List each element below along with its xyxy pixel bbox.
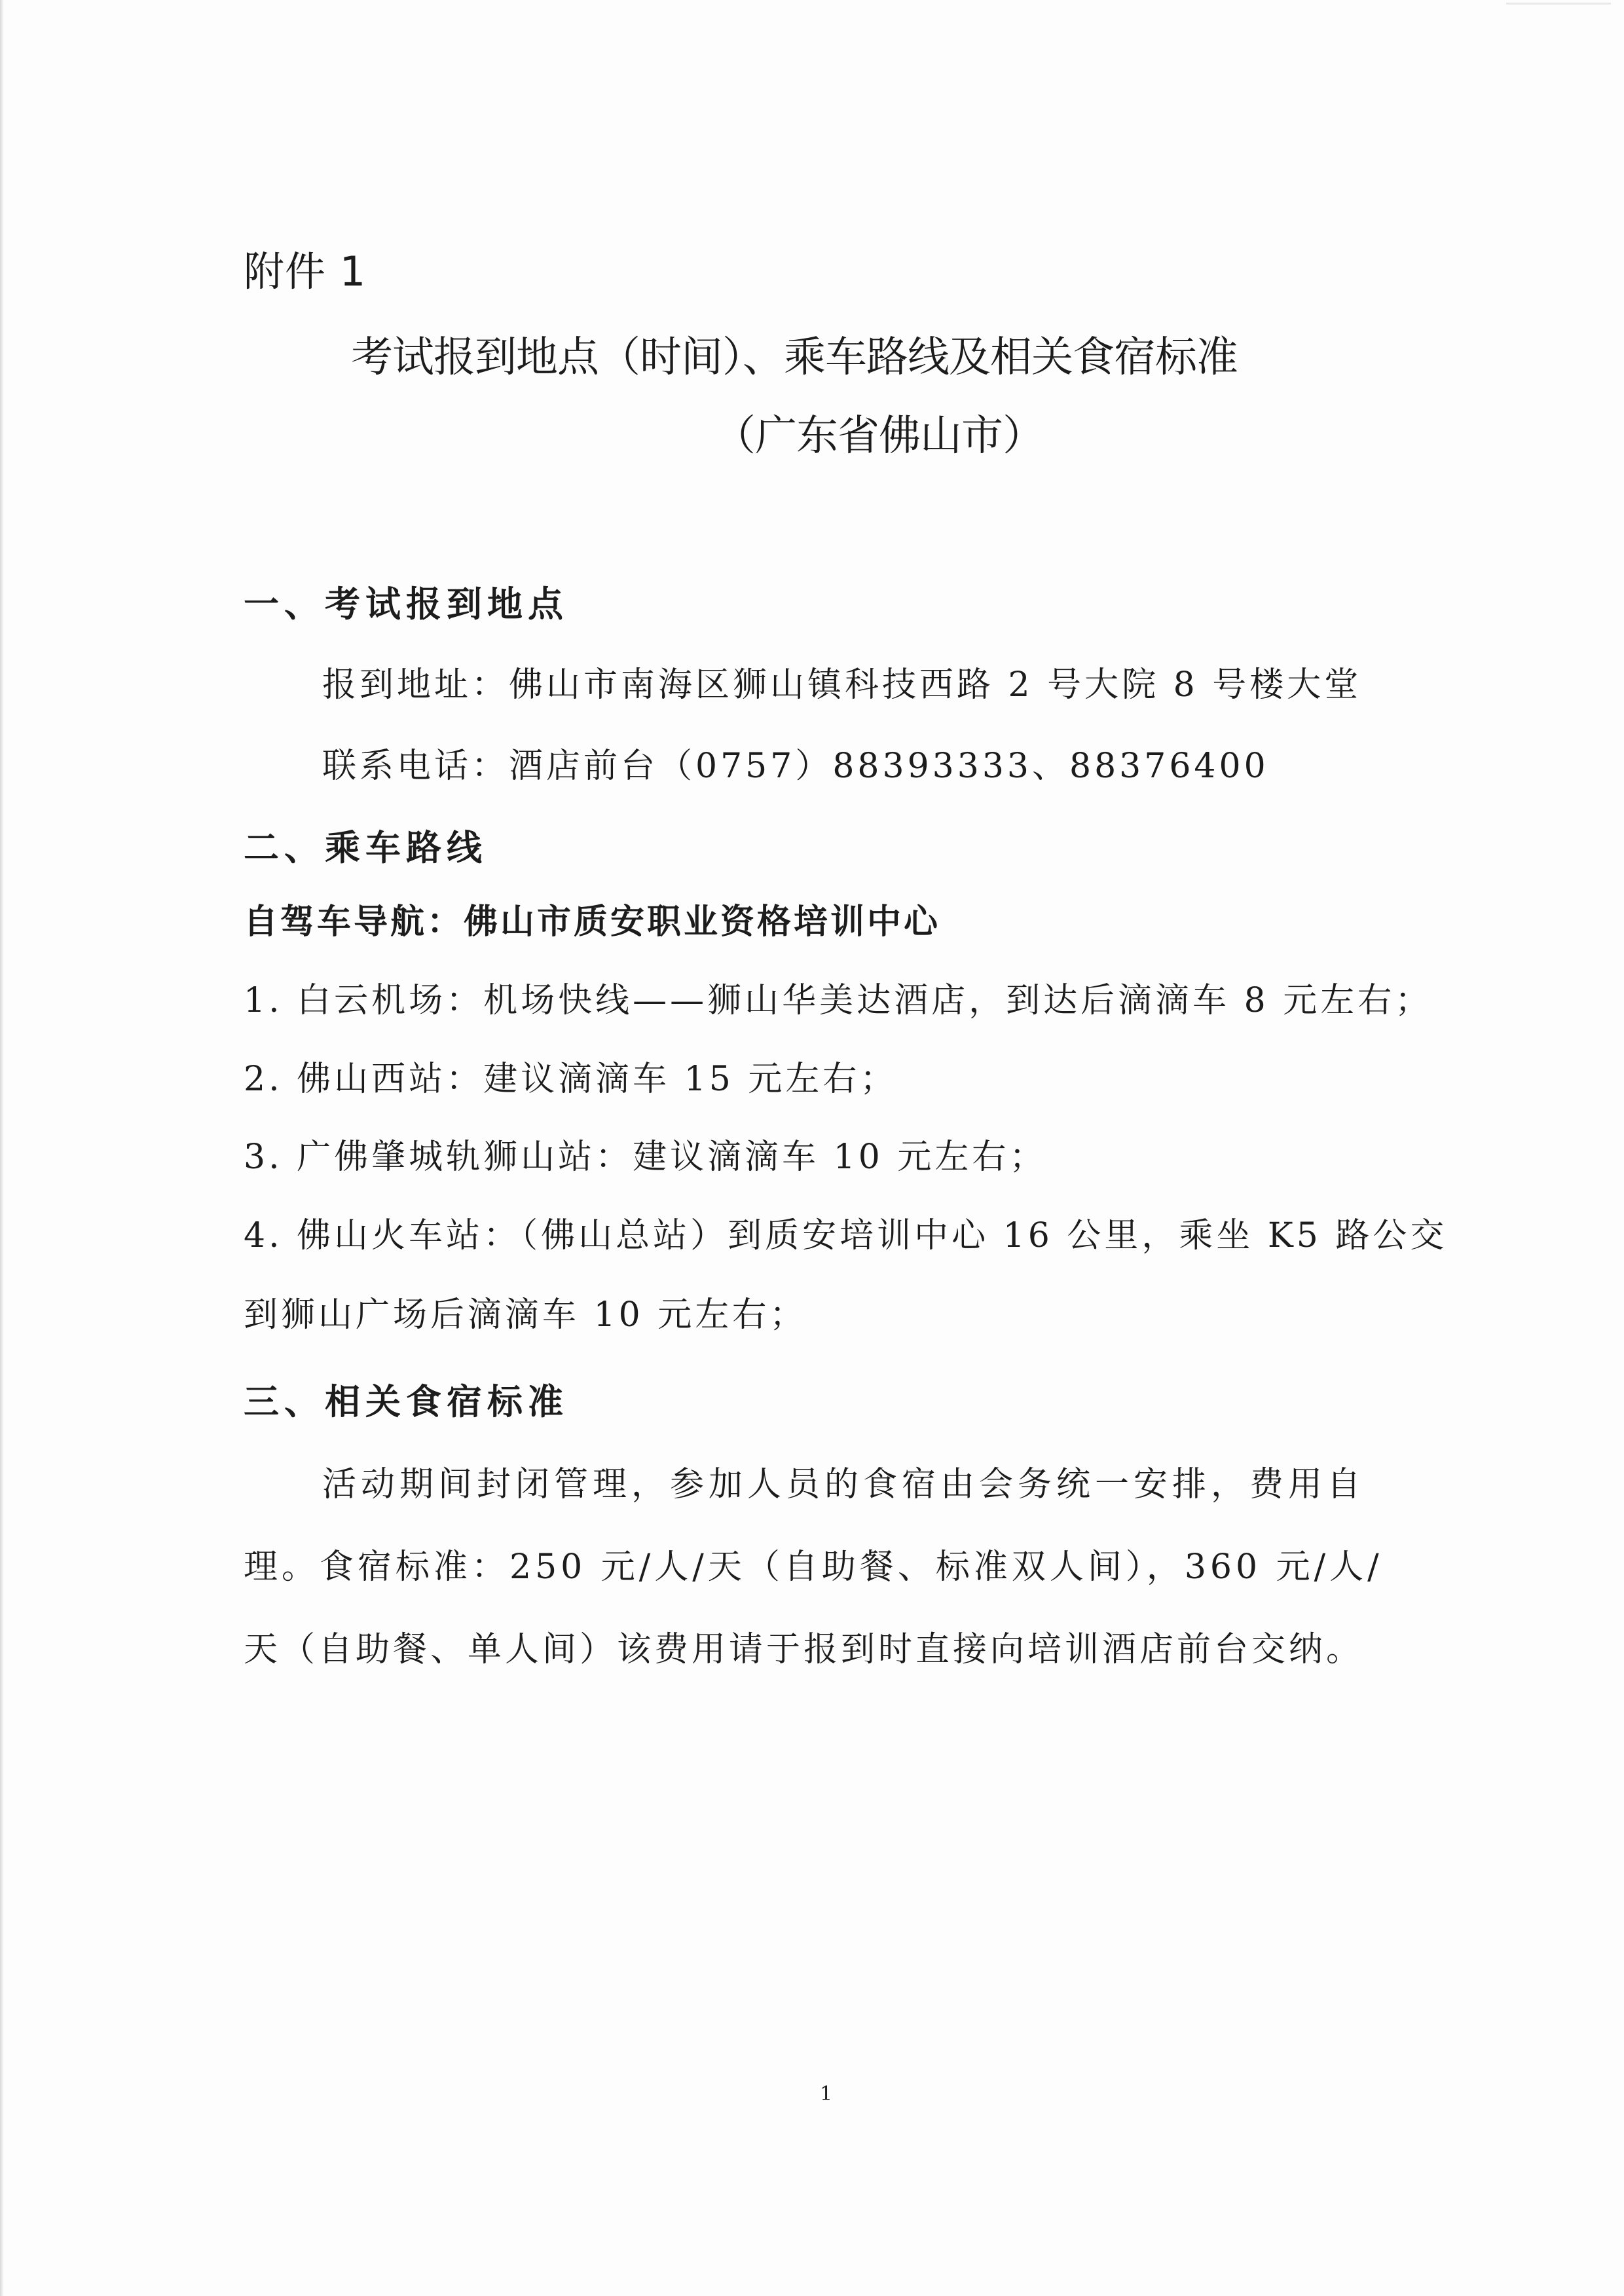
page-number: 1: [820, 2083, 833, 2105]
route-item-continued: 到狮山广场后滴滴车 10 元左右；: [244, 1295, 807, 1335]
contact-phone: 联系电话：酒店前台（0757）88393333、88376400: [322, 747, 1269, 786]
document-title-line1: 考试报到地点（时间）、乘车路线及相关食宿标准: [351, 333, 1238, 382]
route-item: 3. 广佛肇城轨狮山站：建议滴滴车 10 元左右；: [244, 1138, 1047, 1177]
document-title-line2: （广东省佛山市）: [714, 412, 1044, 460]
report-address: 报到地址：佛山市南海区狮山镇科技西路 2 号大院 8 号楼大堂: [322, 665, 1362, 705]
section3-heading: 三、相关食宿标准: [244, 1380, 568, 1422]
section2-heading: 二、乘车路线: [244, 826, 487, 868]
route-item: 4. 佛山火车站：（佛山总站）到质安培训中心 16 公里，乘坐 K5 路公交: [244, 1216, 1448, 1255]
route-item: 2. 佛山西站：建议滴滴车 15 元左右；: [244, 1060, 898, 1099]
navigation-destination: 自驾车导航：佛山市质安职业资格培训中心: [244, 902, 941, 942]
scan-top-mark: [1506, 3, 1611, 5]
accommodation-text: 天（自助餐、单人间）该费用请于报到时直接向培训酒店前台交纳。: [244, 1630, 1364, 1669]
attachment-label: 附件 1: [244, 248, 367, 295]
scan-left-edge: [0, 0, 4, 2296]
section1-heading: 一、考试报到地点: [244, 583, 568, 625]
accommodation-text: 理。食宿标准：250 元/人/天（自助餐、标准双人间），360 元/人/: [244, 1547, 1383, 1587]
accommodation-text: 活动期间封闭管理，参加人员的食宿由会务统一安排，费用自: [322, 1465, 1366, 1504]
route-item: 1. 白云机场：机场快线——狮山华美达酒店，到达后滴滴车 8 元左右；: [244, 981, 1433, 1020]
